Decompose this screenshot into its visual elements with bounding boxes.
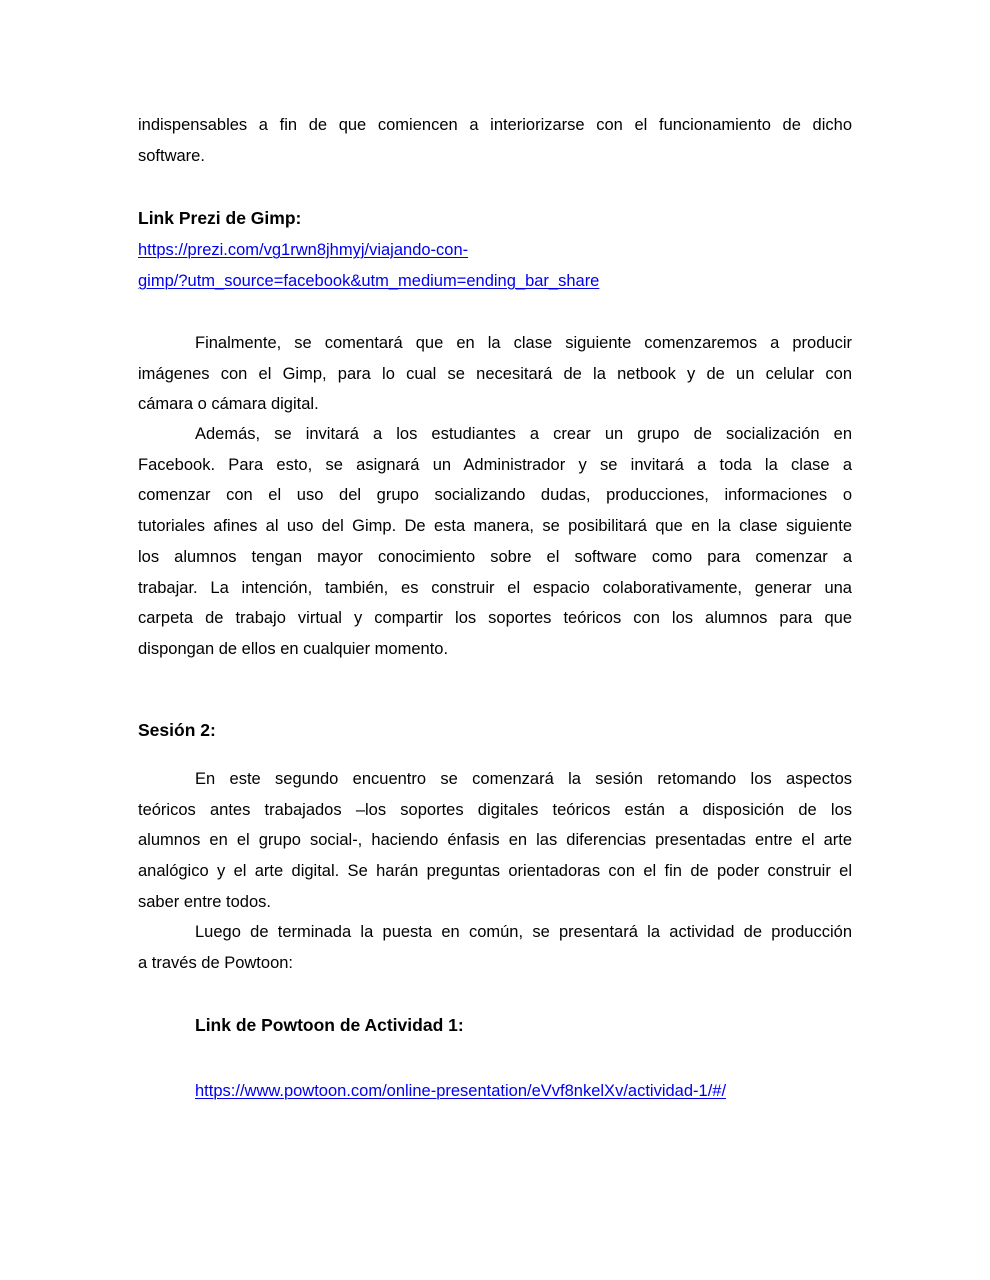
paragraph-ademas-line: los alumnos tengan mayor conocimiento sobre el software como para comenzar a bbox=[138, 547, 852, 566]
paragraph-encuentro-line: analógico y el arte digital. Se harán preguntas orientadoras con el fin de poder construir el bbox=[138, 862, 852, 881]
paragraph-encuentro bbox=[138, 764, 852, 918]
paragraph-ademas-line: comenzar con el uso del grupo socializando dudas, producciones, informaciones o bbox=[138, 486, 852, 505]
paragraph-encuentro-line: alumnos en el grupo social-, haciendo énfasis en las diferencias presentadas entre el arte bbox=[138, 831, 852, 850]
prezi-link-line-2: gimp/?utm_source=facebook&utm_medium=ending_bar_share bbox=[138, 271, 600, 290]
paragraph-ademas-line: carpeta de trabajo virtual y compartir los soportes teóricos con los alumnos para que bbox=[138, 609, 852, 628]
powtoon-heading: Link de Powtoon de Actividad 1: bbox=[195, 1015, 464, 1035]
prezi-link-line-1: https://prezi.com/vg1rwn8jhmyj/viajando-con- bbox=[138, 241, 469, 259]
paragraph-ademas-line: dispongan de ellos en cualquier momento. bbox=[138, 639, 449, 658]
paragraph-intro-line: software. bbox=[138, 146, 205, 165]
paragraph-intro-line: indispensables a fin de que comiencen a interiorizarse con el funcionamiento de dicho bbox=[138, 116, 852, 134]
prezi-link[interactable] bbox=[138, 235, 852, 296]
powtoon-link-block bbox=[195, 1076, 855, 1107]
prezi-link-block bbox=[138, 235, 852, 296]
powtoon-link[interactable]: https://www.powtoon.com/online-presentation/eVvf8nkelXv/actividad-1/#/ bbox=[195, 1082, 727, 1100]
paragraph-luego-line: a través de Powtoon: bbox=[138, 953, 294, 972]
paragraph-ademas-line: Además, se invitará a los estudiantes a crear un grupo de socialización en bbox=[195, 425, 852, 443]
paragraph-luego-line: Luego de terminada la puesta en común, se presentará la actividad de producción bbox=[195, 923, 852, 941]
paragraph-luego bbox=[138, 917, 852, 978]
paragraph-finalmente-line: cámara o cámara digital. bbox=[138, 395, 319, 414]
paragraph-ademas-line: tutoriales afines al uso del Gimp. De esta manera, se posibilitará que en la clase siguiente bbox=[138, 517, 852, 536]
session-2-heading: Sesión 2: bbox=[138, 720, 216, 740]
paragraph-intro bbox=[138, 110, 852, 171]
paragraph-finalmente bbox=[138, 328, 852, 420]
paragraph-encuentro-line: saber entre todos. bbox=[138, 892, 271, 911]
paragraph-ademas-line: trabajar. La intención, también, es construir el espacio colaborativamente, generar una bbox=[138, 578, 852, 597]
paragraph-encuentro-line: En este segundo encuentro se comenzará la sesión retomando los aspectos bbox=[195, 770, 852, 788]
paragraph-ademas bbox=[138, 419, 852, 665]
prezi-heading: Link Prezi de Gimp: bbox=[138, 208, 302, 228]
paragraph-ademas-line: Facebook. Para esto, se asignará un Administrador y se invitará a toda la clase a bbox=[138, 455, 852, 474]
paragraph-finalmente-line: imágenes con el Gimp, para lo cual se necesitará de la netbook y de un celular con bbox=[138, 364, 852, 383]
paragraph-finalmente-line: Finalmente, se comentará que en la clase siguiente comenzaremos a producir bbox=[195, 334, 852, 352]
paragraph-encuentro-line: teóricos antes trabajados –los soportes digitales teóricos están a disposición de los bbox=[138, 800, 852, 819]
